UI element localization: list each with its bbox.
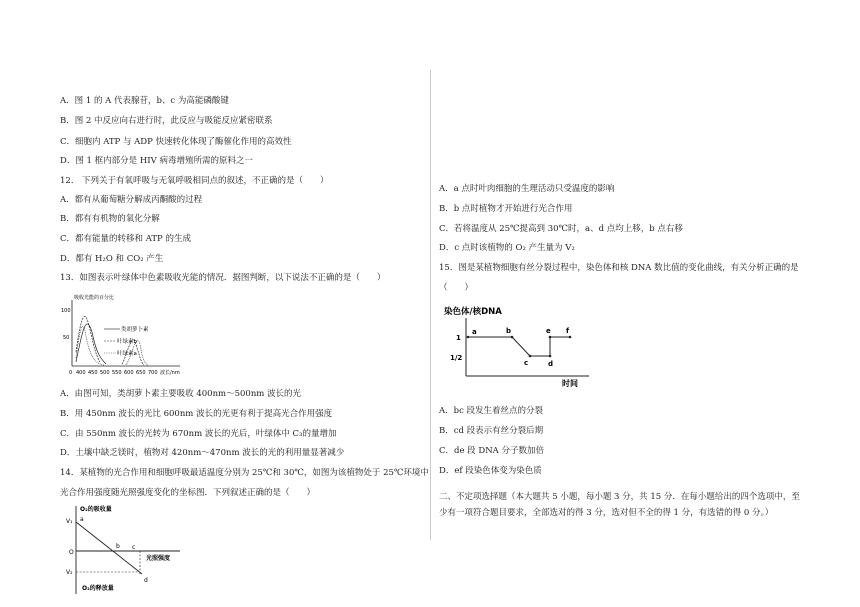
q13-curve-carotenoid [76,324,106,364]
q15-title: 染色体/核DNA [444,307,502,317]
q11-option-a: A．图 1 的 A 代表腺苷，b、c 为高能磷酸键 [60,96,229,106]
q14-stem-line2: 光合作用强度随光照强度变化的坐标图．下列叙述正确的是（ ） [60,488,316,498]
q14-point-b: b [116,543,120,550]
q12-option-a: A．都有从葡萄糖分解成丙酮酸的过程 [60,195,203,205]
q15-point-b: b [506,327,512,335]
q13-xtick-550: 550 [112,370,122,376]
section2-instructions-line2: 少有一项符合题目要求，全部选对的得 3 分，选对但不全的得 1 分，有选错的得 0 分。） [439,508,774,518]
q12-stem: 12． 下列关于有氧呼吸与无氧呼吸相同点的叙述，不正确的是（ ） [60,176,329,186]
q12-option-b: B．都有有机物的氧化分解 [60,214,160,224]
q13-xtick-0: 0 [69,370,73,376]
q13-ylabel: 吸收光能的百分比 [74,295,115,301]
q15-ytick-half: 1/2 [450,354,463,362]
q15-chromosome-dna-figure [444,300,594,390]
q14-option-b: B．b 点时植物才开始进行光合作用 [439,204,573,214]
column-divider [430,70,431,540]
q13-xtick-650: 650 [136,370,146,376]
section2-instructions-line1: 二、不定项选择题（本大题共 5 小题，每小题 3 分，共 15 分．在每小题给出的四个选项中，至 [439,492,800,502]
q13-xtick-500: 500 [100,370,110,376]
q14-v1: V₁ [66,518,73,525]
q14-bottom-label: O₂的释放量 [82,585,114,592]
q13-ytick-50: 50 [63,335,70,341]
q15-point-e: e [546,327,551,335]
q15-curve [468,337,570,356]
q13-xtick-450: 450 [88,370,98,376]
q15-point-a: a [472,328,477,336]
q11-option-c: C．细胞内 ATP 与 ADP 快速转化体现了酶催化作用的高效性 [60,137,292,147]
q12-option-c: C．都有能量的转移和 ATP 的生成 [60,234,191,244]
q13-option-c: C．由 550nm 波长的光转为 670nm 波长的光后，叶绿体中 C₃的量增加 [60,429,337,439]
q13-ytick-100: 100 [61,308,71,314]
q14-option-d: D．c 点时该植物的 O₂ 产生量为 V₂ [439,243,575,253]
q15-option-a: A．bc 段发生着丝点的分裂 [439,406,544,416]
q13-stem: 13．如图表示叶绿体中色素吸收光能的情况．据图判断，以下说法不正确的是（ ） [60,273,386,283]
q15-ytick-1: 1 [456,334,461,342]
q14-origin: O [69,549,74,556]
q13-legend-chla: 叶绿素a [117,351,137,357]
q13-option-a: A．由图可知，类胡萝卜素主要吸收 400nm～500nm 波长的光 [60,389,302,399]
q13-xtick-700: 700 [148,370,158,376]
q15-x-label: 时间 [562,379,578,388]
q15-option-c: C．de 段 DNA 分子数加倍 [439,446,544,456]
q14-option-a: A．a 点时叶肉细胞的生理活动只受温度的影响 [439,184,615,194]
q14-point-a: a [80,516,84,523]
q14-point-d: d [144,577,148,584]
q13-xlabel: 波长/nm [160,370,180,376]
q15-option-d: D．ef 段染色体变为染色质 [439,466,542,476]
q13-xtick-600: 600 [124,370,134,376]
q13-legend-chlb: 叶绿素b [117,339,137,345]
q15-option-b: B．cd 段表示有丝分裂后期 [439,426,544,436]
q14-point-c: c [132,544,136,551]
q14-o2-figure [60,502,190,597]
q11-option-d: D．图 1 框内部分是 HIV 病毒增殖所需的原料之一 [60,156,253,166]
q14-x-label: 光照强度 [146,555,171,562]
q13-absorption-figure [60,292,190,376]
q15-paren: （ ） [439,283,474,293]
q13-option-d: D．土壤中缺乏镁时，植物对 420nm～470nm 波长的光的利用量显著减少 [60,448,345,458]
q14-option-c: C．若将温度从 25℃提高到 30℃时，a、d 点均上移，b 点右移 [439,224,683,234]
q15-point-f: f [566,327,570,335]
q15-point-c: c [524,359,529,367]
q14-stem-line1: 14．某植物的光合作用和细胞呼吸最适温度分别为 25℃和 30℃，如图为该植物处于 25℃环境中 [60,468,429,478]
q15-point-d: d [548,360,554,368]
q14-v2: V₂ [66,569,73,576]
q14-top-label: O₂的吸收量 [80,506,112,513]
q13-legend-carotenoid: 类胡萝卜素 [121,327,149,333]
q12-option-d: D．都有 H₂O 和 CO₂ 产生 [60,254,164,264]
q15-stem: 15．图是某植物细胞有丝分裂过程中，染色体和核 DNA 数比值的变化曲线，有关分析正确的是 [439,263,799,273]
q13-option-b: B．用 450nm 波长的光比 600nm 波长的光更有利于提高光合作用强度 [60,409,333,419]
q13-xtick-400: 400 [76,370,86,376]
q11-option-b: B．图 2 中反应向右进行时，此反应与吸能反应紧密联系 [60,116,273,126]
